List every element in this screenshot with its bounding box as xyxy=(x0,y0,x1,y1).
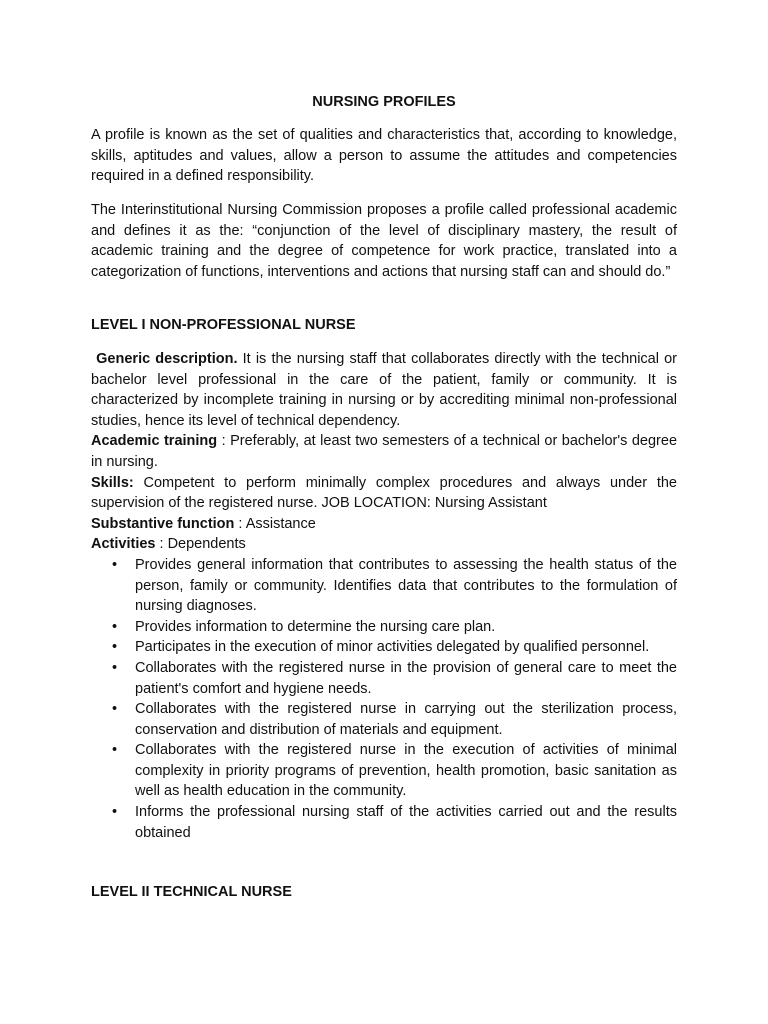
list-item: • Provides information to determine the nursing care plan. xyxy=(91,617,677,638)
level-one-details xyxy=(91,349,677,843)
list-item: • Collaborates with the registered nurse in carrying out the sterilization process, conservation and distribution of materials and equipment. xyxy=(91,699,677,740)
academic-training xyxy=(91,431,677,472)
generic-description xyxy=(91,349,677,431)
list-item: • Provides general information that contributes to assessing the health status of the person, family or community. Identifies data that contributes to the formulation of nursing diagnoses. xyxy=(91,555,677,617)
intro-paragraph: A profile is known as the set of qualities and characteristics that, according to knowledge, skills, aptitudes and values, allow a person to assume the attitudes and competencies required in a defined responsibility. xyxy=(91,127,677,185)
skills-text: Competent to perform minimally complex procedures and always under the supervision of the registered nurse. JOB LOCATION: Nursing Assistant xyxy=(91,474,677,512)
generic-description-text: It is the nursing staff that collaborates directly with the technical or bachelor level professional in the care of the patient, family or community. It is characterized by incomplete training in nursing or by accrediting minimal non-professional studies, hence its level of technical dependency. xyxy=(91,351,677,429)
academic-training-label: Academic training xyxy=(91,433,218,450)
skills xyxy=(91,473,677,514)
activities-list xyxy=(91,555,677,843)
level-two-heading: LEVEL II TECHNICAL NURSE xyxy=(91,884,292,900)
list-item: • Participates in the execution of minor activities delegated by qualified personnel. xyxy=(91,637,677,658)
substantive-function-label: Substantive function xyxy=(91,515,235,532)
substantive-function-text: : Assistance xyxy=(234,515,316,532)
level-one-heading: LEVEL I NON-PROFESSIONAL NURSE xyxy=(91,317,356,333)
activities-label: Activities xyxy=(91,536,156,553)
skills-label: Skills: xyxy=(91,474,134,491)
list-item: • Collaborates with the registered nurse in the provision of general care to meet the patient's comfort and hygiene needs. xyxy=(91,658,677,699)
generic-description-label: Generic description. xyxy=(96,351,238,367)
academic-training-text: : Preferably, at least two semesters of a technical or bachelor's degree in nursing. xyxy=(91,433,678,470)
substantive-function xyxy=(91,514,677,535)
definition-paragraph: The Interinstitutional Nursing Commission proposes a profile called professional academic and defines it as the: “conjunction of the level of disciplinary mastery, the result of academic training and the degree of competence for work practice, translated into a categorization of functions, interventions and actions that nursing staff can and should do.” xyxy=(91,202,677,280)
page-title: NURSING PROFILES xyxy=(312,94,456,110)
list-item: • Collaborates with the registered nurse in the execution of activities of minimal complexity in priority programs of prevention, health promotion, basic sanitation as well as health education in the community. xyxy=(91,740,677,802)
activities xyxy=(91,534,677,555)
list-item: • Informs the professional nursing staff of the activities carried out and the results obtained xyxy=(91,802,677,843)
activities-text: : Dependents xyxy=(155,536,246,553)
